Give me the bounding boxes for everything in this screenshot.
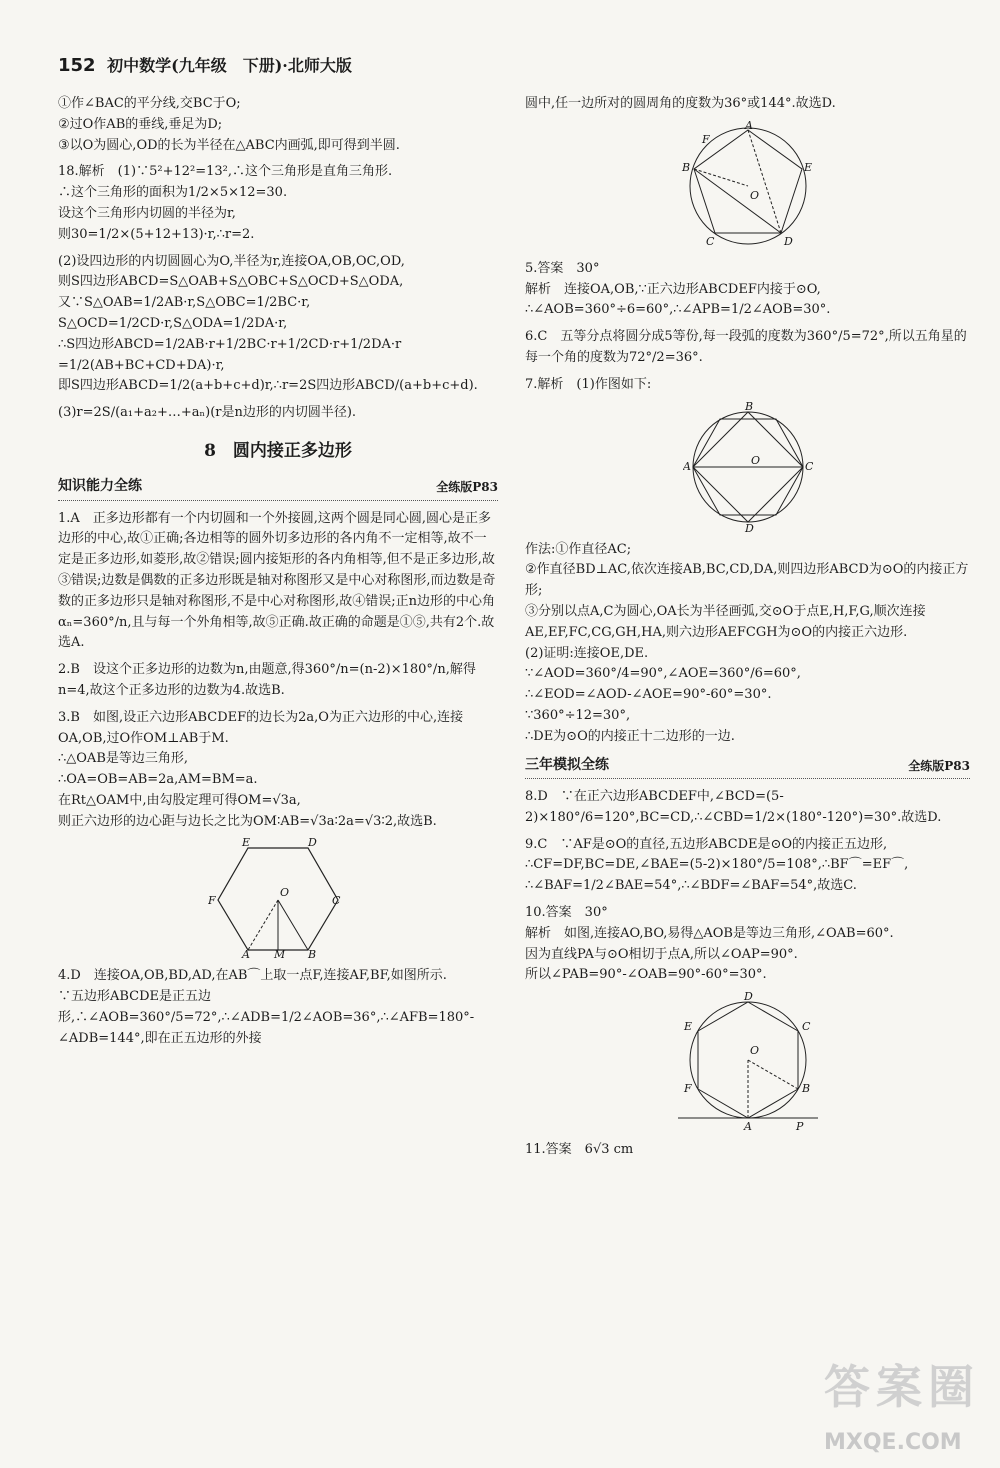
band-label-2: 三年模拟全练 [525, 756, 609, 773]
right-column [525, 94, 970, 1167]
left-column [58, 94, 498, 1056]
svg-text:C: C [804, 459, 813, 473]
answer-4-cont: 圆中,任一边所对的圆周角的度数为36°或144°.故选D. [525, 96, 836, 111]
pentagon-figure [678, 121, 818, 251]
svg-text:B: B [681, 160, 690, 174]
circle-inscribed-figure [683, 402, 813, 532]
answer-17-steps: ①作∠BAC的平分线,交BC于O; ②过O作AB的垂线,垂足为D; ③以O为圆心,OD的长为半径在△ABC内画弧,即可得到半圆. [58, 96, 400, 153]
svg-text:M: M [274, 948, 286, 959]
svg-text:P: P [795, 1120, 803, 1133]
answer-7-part1: 7.解析 (1)作图如下: [525, 376, 652, 392]
watermark [824, 1351, 980, 1460]
answer-5: 5.答案 30° 解析 连接OA,OB,∵正六边形ABCDEF内接于⊙O, ∴∠AOB=360°÷6=60°,∴∠APB=1/2∠AOB=30°. [525, 260, 831, 318]
answer-11: 11.答案 6√3 cm [525, 1142, 634, 1158]
svg-text:D: D [743, 992, 753, 1004]
answer-8: 8.D ∵在正六边形ABCDEF中,∠BCD=(5-2)×180°/6=120°,BC=CD,∴∠CBD=1/2×(180°-120°)=30°.故选D. [525, 788, 942, 825]
svg-text:F: F [208, 894, 216, 908]
svg-text:A: A [682, 459, 691, 473]
answer-10: 10.答案 30° 解析 如图,连接AO,BO,易得△AOB是等边三角形,∠OAB=60°. 因为直线PA与⊙O相切于点A,所以∠OAP=90°. 所以∠PAB=90°-∠OAB=90°-60°=30°. [525, 904, 894, 983]
svg-text:E: E [683, 1020, 692, 1034]
svg-text:C: C [332, 894, 341, 908]
svg-text:D: D [308, 838, 317, 850]
svg-text:O: O [750, 453, 760, 467]
section-title: 8 圆内接正多边形 [204, 440, 352, 461]
band-knowledge [58, 475, 498, 500]
answer-18-part3: (3)r=2S/(a₁+a₂+…+aₙ)(r是n边形的内切圆半径). [58, 405, 357, 421]
svg-text:O: O [749, 1044, 759, 1058]
band-ref: 全练版P83 [436, 480, 498, 495]
svg-text:F: F [683, 1082, 692, 1096]
band-ref-2: 全练版P83 [908, 758, 970, 773]
svg-text:E: E [242, 838, 251, 850]
svg-text:D: D [744, 521, 754, 532]
svg-text:B: B [308, 948, 317, 959]
answer-2: 2.B 设这个正多边形的边数为n,由题意,得360°/n=(n-2)×180°/n,解得n=4,故这个正多边形的边数为4.故选B. [58, 662, 476, 698]
answer-18-part1: 18.解析 (1)∵5²+12²=13²,∴这个三角形是直角三角形. ∴这个三角形的面积为1/2×5×12=30. 设这个三角形内切圆的半径为r, 则30=1/2×(5+12+13)·r,∴r=2. [58, 164, 393, 242]
watermark-url: MXQE.COM [824, 1429, 962, 1455]
svg-text:A: A [242, 948, 250, 959]
svg-text:B: B [801, 1082, 810, 1096]
band-label: 知识能力全练 [58, 478, 142, 495]
page-number: 152 [58, 55, 96, 76]
svg-text:E: E [803, 160, 812, 174]
svg-text:O: O [280, 886, 290, 900]
answer-3: 3.B 如图,设正六边形ABCDEF的边长为2a,O为正六边形的中心,连接OA,OB,过O作OM⊥AB于M. ∴△OAB是等边三角形, ∴OA=OB=AB=2a,AM=BM=a. 在Rt△OAM中,由勾股定理可得OM=√3a, 则正六边形的边心距与边长之比为OM∶AB=√3a∶2a=√3∶2,故选B. [58, 709, 464, 829]
hexagon-figure [208, 838, 348, 958]
page-header [58, 52, 352, 81]
hexagon-tangent-figure [678, 992, 818, 1132]
svg-text:D: D [783, 234, 793, 248]
svg-text:C: C [801, 1020, 810, 1034]
answer-9: 9.C ∵AF是⊙O的直径,五边形ABCDE是⊙O的内接正五边形, ∴CF=DF,BC=DE,∠BAE=(5-2)×180°/5=108°,∴BF⌒=EF⌒, ∴∠BAF=1/2∠BAE=54°,∴∠BDF=∠BAF=54°,故选C. [525, 836, 909, 894]
answer-1: 1.A 正多边形都有一个内切圆和一个外接圆,这两个圆是同心圆,圆心是正多边形的中心,故①正确;各边相等的圆外切多边形的各内角不一定相等,故不一定是正多边形,如菱形,故②错误;圆内接矩形的各内角相等,但不是正多边形,故③错误;边数是偶数的正多边形既是轴对称图形又是中心对称图形,而边数是奇数的正多边形只是轴对称图形,不是中心对称图形,故④错误;正n边形的中心角αₙ=360°/n,且与每一个外角相等,故⑤正确.故正确的命题是①⑤,共有2个.故选A. [58, 510, 496, 651]
band-three-year [525, 754, 970, 779]
svg-text:A: A [743, 1120, 752, 1133]
svg-text:B: B [744, 401, 753, 413]
watermark-logo: 答案圈 [824, 1360, 980, 1415]
book-title: 初中数学(九年级 下册)·北师大版 [107, 56, 352, 75]
svg-text:O: O [749, 188, 759, 202]
answer-4: 4.D 连接OA,OB,BD,AD,在AB⌒上取一点F,连接AF,BF,如图所示. ∵五边形ABCDE是正五边形,∴∠AOB=360°/5=72°,∴∠ADB=1/2∠AOB=36°,∴∠AFB=180°-∠ADB=144°,即在正五边形的外接 [58, 968, 475, 1046]
svg-text:F: F [701, 132, 710, 146]
svg-text:A: A [744, 120, 753, 132]
answer-18-part2: (2)设四边形的内切圆圆心为O,半径为r,连接OA,OB,OC,OD, 则S四边形ABCD=S△OAB+S△OBC+S△OCD+S△ODA, 又∵S△OAB=1/2AB·r,S△OBC=1/2BC·r, S△OCD=1/2CD·r,S△ODA=1/2DA·r, ∴S四边形ABCD=1/2AB·r+1/2BC·r+1/2CD·r+1/2DA·r =1/2(AB+BC+CD+DA)·r, 即S四边形ABCD=1/2(a+b+c+d)r,∴r=2S四边形ABCD/(a+b+c+d). [58, 253, 478, 394]
answer-7-part2: 作法:①作直径AC; ②作直径BD⊥AC,依次连接AB,BC,CD,DA,则四边形ABCD为⊙O的内接正方形; ③分别以点A,C为圆心,OA长为半径画弧,交⊙O于点E,H,F,G,顺次连接AE,EF,FC,CG,GH,HA,则六边形AEFCGH为⊙O的内接正六边形. (2)证明:连接OE,DE. ∵∠AOD=360°/4=90°,∠AOE=360°/6=60°, ∴∠EOD=∠AOD-∠AOE=90°-60°=30°. ∵360°÷12=30°, ∴DE为⊙O的内接正十二边形的一边. [525, 541, 969, 744]
svg-text:C: C [705, 234, 714, 248]
answer-6: 6.C 五等分点将圆分成5等份,每一段弧的度数为360°/5=72°,所以五角星的每一个角的度数为72°/2=36°. [525, 329, 967, 365]
